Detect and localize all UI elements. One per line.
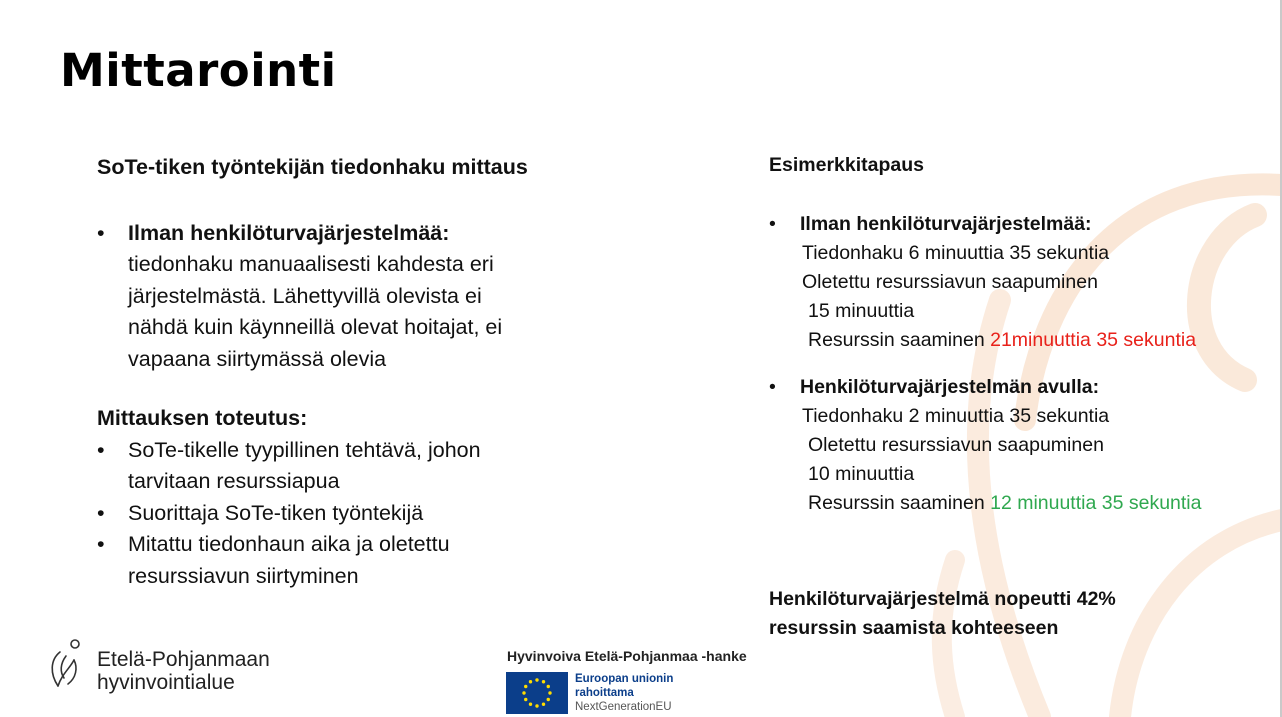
eu-star <box>524 698 527 701</box>
measurement-heading: SoTe-tiken työntekijän tiedonhaku mittaus <box>97 155 528 179</box>
eu-star <box>542 703 545 706</box>
implementation-heading: Mittauksen toteutus: <box>97 406 308 430</box>
eu-star <box>535 704 538 707</box>
eu-star <box>547 685 550 688</box>
bullet-icon: • <box>97 220 105 245</box>
left-column <box>97 152 657 592</box>
eu-funding-badge <box>506 672 673 714</box>
eu-flag-icon <box>506 672 568 714</box>
eu-funding-text: Euroopan unionin rahoittama NextGenerationEU <box>575 673 674 713</box>
impl-bullet-1: • SoTe-tikelle tyypillinen tehtävä, johon tarvitaan resurssiapua <box>97 435 657 498</box>
eu-star <box>522 691 525 694</box>
bullet-icon: • <box>97 500 105 525</box>
impl-bullet-2: • Suorittaja SoTe-tiken työntekijä <box>97 498 657 530</box>
bullet-without-system: • Ilman henkilöturvajärjestelmää: tiedonhaku manuaalisesti kahdesta eri järjestelmästä. Lähettyvillä olevista ei nähdä kuin käynneillä olevat hoitajat, ei vapaana siirtymässä olevia <box>97 218 657 376</box>
bullet-icon: • <box>769 213 776 235</box>
bullet-icon: • <box>97 532 105 556</box>
slide-title: Mittarointi <box>60 44 337 97</box>
case-with-system: • Henkilöturvajärjestelmän avulla: <box>769 373 1269 402</box>
example-heading: Esimerkkitapaus <box>769 154 925 176</box>
case1-result: Resurssin saaminen 21minuuttia 35 sekuntia <box>808 329 1197 351</box>
eu-star <box>529 703 532 706</box>
case1-result-value: 21minuuttia 35 sekuntia <box>990 329 1197 351</box>
org-name: Etelä-Pohjanmaan hyvinvointialue <box>97 648 270 694</box>
org-logo <box>48 638 270 694</box>
impl-bullet-3: • Mitattu tiedonhaun aika ja oletettu resurssiavun siirtyminen <box>97 529 657 592</box>
conclusion: Henkilöturvajärjestelmä nopeutti 42% resurssin saamista kohteeseen <box>769 588 1116 639</box>
eu-star <box>524 685 527 688</box>
case-without-system: • Ilman henkilöturvajärjestelmää: <box>769 210 1269 239</box>
project-name: Hyvinvoiva Etelä-Pohjanmaa -hanke <box>507 648 747 664</box>
case2-result-value: 12 minuuttia 35 sekuntia <box>990 492 1202 514</box>
eu-star <box>542 680 545 683</box>
eu-star <box>548 691 551 694</box>
leaf-figure-icon <box>48 638 88 690</box>
case2-result: Resurssin saaminen 12 minuuttia 35 sekuntia <box>808 492 1202 514</box>
right-column: Esimerkkitapaus • Ilman henkilöturvajärjestelmää: Tiedonhaku 6 minuuttia 35 sekuntia Oletettu resurssiavun saapuminen 15 minuuttia Resurssin saaminen 21minuuttia 35 sekuntia • Henkilöturvajärjestelmän avulla: Tiedonhaku 2 minuuttia 35 sekuntia Oletettu resurssiavun saapuminen 10 minuuttia Resurssin saaminen 12 minuuttia 35 sekuntia <box>769 151 1269 518</box>
bullet-icon: • <box>97 437 105 462</box>
eu-star <box>535 678 538 681</box>
eu-star <box>529 680 532 683</box>
eu-star <box>547 698 550 701</box>
bullet-icon: • <box>769 376 776 398</box>
